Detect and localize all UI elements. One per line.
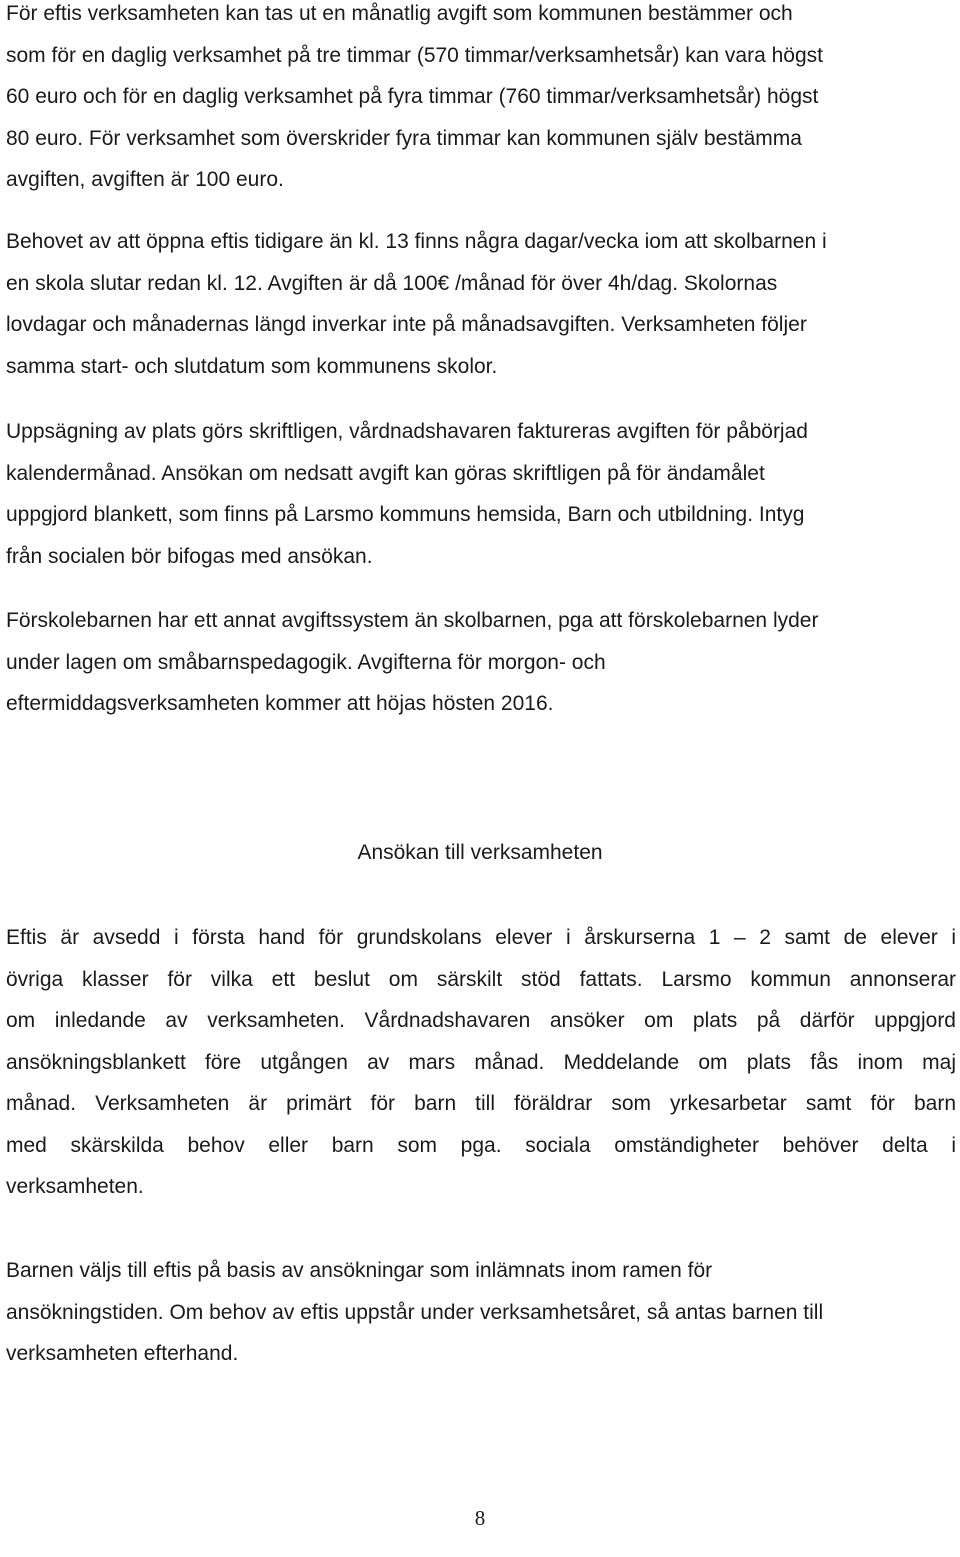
text-line: som för en daglig verksamhet på tre timmar (570 timmar/verksamhetsår) kan vara högst	[6, 43, 823, 67]
text-line: samma start- och slutdatum som kommunens skolor.	[6, 354, 498, 378]
text-line: månad. Verksamheten är primärt för barn till föräldrar som yrkesarbetar samt för barn	[6, 1092, 956, 1115]
paragraph-application	[6, 917, 956, 1208]
paragraph-termination	[6, 411, 956, 577]
paragraph-fee-structure	[6, 0, 956, 201]
text-line: Förskolebarnen har ett annat avgiftssystem än skolbarnen, pga att förskolebarnen lyder	[6, 609, 819, 632]
text-line: Uppsägning av plats görs skriftligen, vårdnadshavaren faktureras avgiften för påbörjad	[6, 420, 808, 443]
text-line: avgiften, avgiften är 100 euro.	[6, 168, 284, 191]
text-line: uppgjord blankett, som finns på Larsmo kommuns hemsida, Barn och utbildning. Intyg	[6, 503, 805, 526]
text-line: med skärskilda behov eller barn som pga. sociala omständigheter behöver delta i	[6, 1133, 956, 1157]
section-heading: Ansökan till verksamheten	[357, 841, 603, 864]
text-line: om inledande av verksamheten. Vårdnadshavaren ansöker om plats på därför uppgjord	[6, 1009, 956, 1032]
text-line: Behovet av att öppna eftis tidigare än kl. 13 finns några dagar/vecka iom att skolbarnen i	[6, 230, 827, 253]
text-line: För eftis verksamheten kan tas ut en månatlig avgift som kommunen bestämmer och	[6, 2, 793, 25]
text-line: från socialen bör bifogas med ansökan.	[6, 544, 373, 568]
page-number: 8	[474, 1506, 486, 1530]
paragraph-preschool	[6, 600, 956, 725]
paragraph-selection	[6, 1250, 956, 1375]
text-line: en skola slutar redan kl. 12. Avgiften är då 100€ /månad för över 4h/dag. Skolornas	[6, 271, 778, 295]
text-line: verksamheten.	[6, 1175, 144, 1198]
text-line: under lagen om småbarnspedagogik. Avgifterna för morgon- och	[6, 650, 606, 674]
text-line: ansökningsblankett före utgången av mars månad. Meddelande om plats fås inom maj	[6, 1050, 956, 1074]
text-line: övriga klasser för vilka ett beslut om särskilt stöd fattats. Larsmo kommun annonserar	[6, 967, 956, 991]
text-line: Barnen väljs till eftis på basis av ansökningar som inlämnats inom ramen för	[6, 1259, 713, 1282]
text-line: 60 euro och för en daglig verksamhet på fyra timmar (760 timmar/verksamhetsår) högst	[6, 85, 819, 108]
text-line: verksamheten efterhand.	[6, 1342, 239, 1365]
text-line: 80 euro. För verksamhet som överskrider fyra timmar kan kommunen själv bestämma	[6, 126, 802, 150]
text-line: eftermiddagsverksamheten kommer att höjas hösten 2016.	[6, 692, 554, 715]
text-line: kalendermånad. Ansökan om nedsatt avgift kan göras skriftligen på för ändamålet	[6, 461, 765, 485]
text-line: Eftis är avsedd i första hand för grundskolans elever i årskurserna 1 – 2 samt de elever i	[6, 926, 956, 949]
text-line: lovdagar och månadernas längd inverkar inte på månadsavgiften. Verksamheten följer	[6, 313, 807, 336]
paragraph-early-opening	[6, 221, 956, 387]
text-line: ansökningstiden. Om behov av eftis uppstår under verksamhetsåret, så antas barnen till	[6, 1300, 824, 1324]
